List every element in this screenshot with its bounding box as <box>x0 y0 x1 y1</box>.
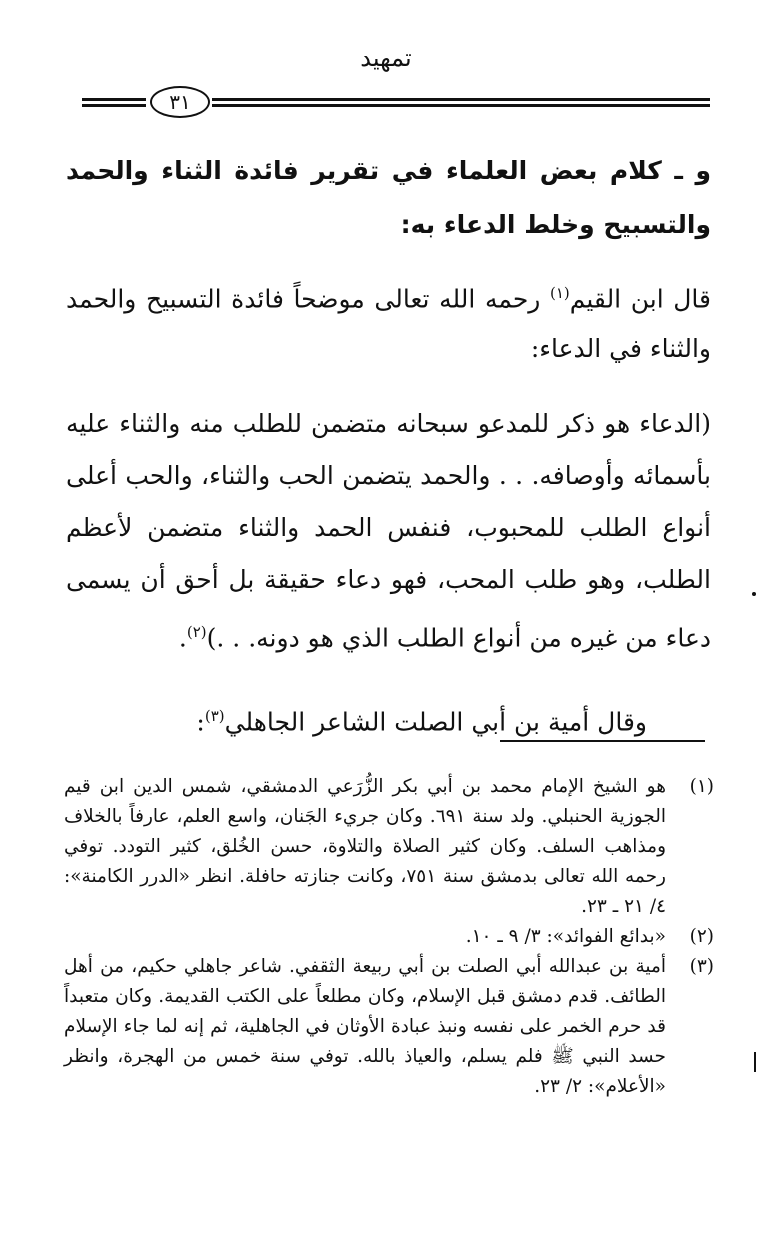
header-rule-right <box>212 98 710 107</box>
running-title: تمهيد <box>360 44 412 72</box>
page-number: ٣١ <box>150 86 210 118</box>
intro-paragraph <box>66 268 711 374</box>
footnote-ref-2: (٢) <box>186 623 207 642</box>
footnote-text: أمية بن عبدالله أبي الصلت بن أبي ربيعة الثقفي. شاعر جاهلي حكيم، من أهل الطائف. قدم دمشق قبل الإسلام، وكان مطلعاً على الكتب القديمة. وكان متعبداً قد حرم الخمر على نفسه ونبذ عبادة الأوثان في الجاهلية، ثم إنه لما جاء الإسلام حسد النبي ﷺ فلم يسلم، والعياذ بالله. توفي سنة خمس من الهجرة، وانظر «الأعلام»: ٢/ ٢٣. <box>64 956 666 1097</box>
quote-end: . <box>178 623 187 653</box>
footnote-ref-1: (١) <box>549 284 570 302</box>
footnote-number: (١) <box>689 776 714 797</box>
quote-text: (الدعاء هو ذكر للمدعو سبحانه متضمن للطلب منه والثناء عليه بأسمائه وأوصافه. . . والحمد يتضمن الحب والثناء، والحب أعلى أنواع الطلب للمحبوب، فنفس الحمد والثناء متضمن لأعظم الطلب، وهو طلب المحب، فهو دعاء حقيقة بل أحق أن يسمى دعاء من غيره من أنواع الطلب الذي هو دونه. . .) <box>66 409 711 653</box>
footnote-number: (٣) <box>689 956 714 977</box>
poem-intro <box>66 691 711 747</box>
footnote-1 <box>64 772 714 922</box>
main-text <box>66 144 711 747</box>
footnote-text: «بدائع الفوائد»: ٣/ ٩ ـ ١٠. <box>465 926 666 947</box>
section-heading: و ـ كلام بعض العلماء في تقرير فائدة الثناء والحمد والتسبيح وخلط الدعاء به: <box>66 156 711 239</box>
footnote-ref-3: (٣) <box>204 706 225 725</box>
scan-mark <box>752 592 756 596</box>
footnote-3 <box>64 952 714 1102</box>
quote-paragraph <box>66 398 711 664</box>
header-rule-left <box>82 98 146 107</box>
footnote-number: (٢) <box>689 926 714 947</box>
intro-text-before: قال ابن القيم <box>569 284 711 314</box>
intro-text-after: رحمه الله تعالى موضحاً فائدة التسبيح والحمد والثناء في الدعاء: <box>66 284 711 364</box>
poem-intro-text: وقال أمية بن أبي الصلت الشاعر الجاهلي <box>224 706 647 736</box>
footnote-separator <box>500 740 705 742</box>
footnote-text: هو الشيخ الإمام محمد بن أبي بكر الزُّرَعي الدمشقي، شمس الدين ابن قيم الجوزية الحنبلي. ولد سنة ٦٩١. وكان جريء الجَنان، واسع العلم، عارفاً بالخلاف ومذاهب السلف. وكان كثير الصلاة والتلاوة، حسن الخُلق، كثير التودد. توفي رحمه الله تعالى بدمشق سنة ٧٥١، وكانت جنازته حافلة. انظر «الدرر الكامنة»: ٤/ ٢١ ـ ٢٣. <box>64 776 666 917</box>
poem-intro-end: : <box>196 706 205 736</box>
footnote-2 <box>64 922 714 952</box>
footnotes <box>64 772 714 1102</box>
scan-mark <box>754 1052 756 1072</box>
header-rule <box>82 86 710 120</box>
